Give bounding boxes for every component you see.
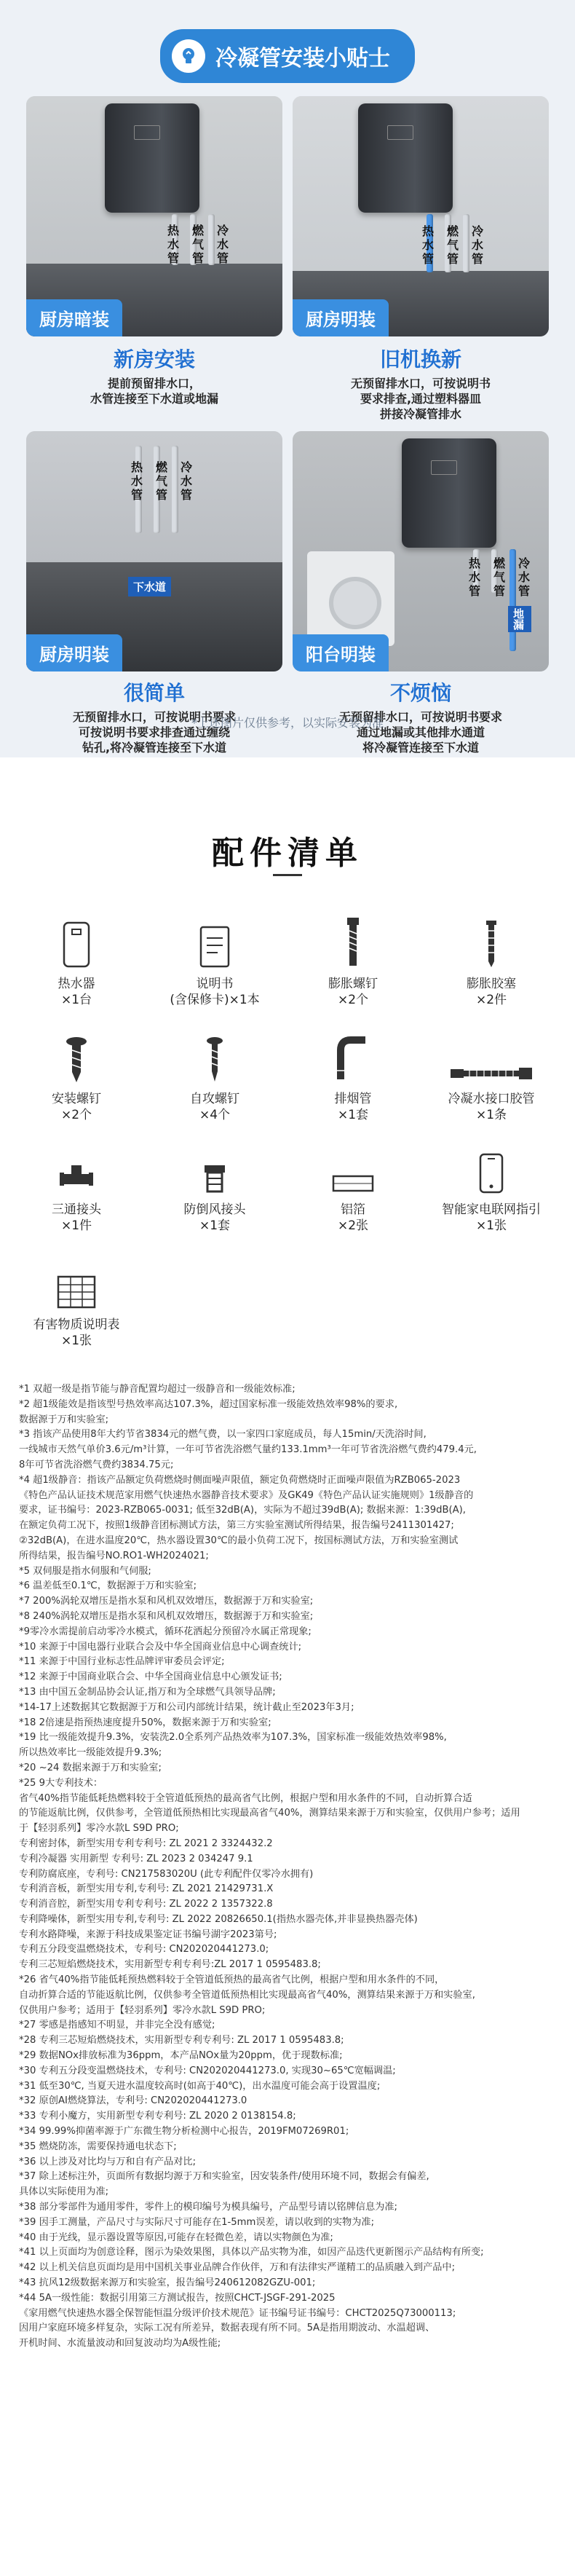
cold-water-pipe-label: 冷水管 [518,556,530,598]
tips-disclaimer: *上述图片仅供参考，以实际安装为准 [191,716,384,730]
accessory-qty: ×1张 [475,1218,507,1233]
footnote-line: *44 5A一级性能：数据引用第三方测试报告，按照CHCT-JSGF-291-2025 [19,2292,336,2304]
footnote-line: *35 燃烧防冻，需要保持通电状态下; [19,2140,177,2152]
footnote-line: *42 以上机关信息页面均是用中国机关事业品牌合作伙伴，万和有法律实严谨精工的品质融入到产品中; [19,2262,456,2274]
footnote-line: *3 指该产品使用8年大约节省3834元的燃气费，以一家四口家庭成员，每人15min/天洗浴时间, [19,1429,427,1441]
card-label: 阳台明装 [293,634,389,671]
tip-line: 无预留排水口，可按说明书要求 [338,710,502,724]
footnote-line: *14-17上述数据其它数据源于万和公司内部统计结果，统计截止至2023年3月; [19,1701,354,1713]
accessory-name: 冷凝水接口胶管 [448,1092,535,1106]
accessory-name: 安装螺钉 [52,1092,101,1106]
footnote-line: *8 240%涡轮双增压是指水泵和风机双效增压，数据源于万和实验室; [19,1610,314,1622]
tip-line: 要求排查,通过塑料器皿 [360,392,482,406]
accessory-exhaust-pipe [284,1025,422,1142]
tip-line: 无预留排水口，可按说明书 [350,377,491,390]
accessory-condensate-hose [422,1025,560,1142]
accessory-name: 自攻螺钉 [190,1092,239,1106]
footnote-line: 在额定负荷工况下，按照1级静音团标测试方法，第三方实验室测试所得结果，报告编号2411301427; [19,1520,454,1532]
tip-card-kitchen-exposed-drain [26,431,282,671]
manual-icon [199,925,231,969]
footnote-line: *29 数据NOx排放标准为36ppm，本产品NOx量为20ppm，优于现数标准; [19,2050,343,2062]
footnote-line: 《家用燃气快速热水器全保智能恒温分级评价技术规范》证书编号证书编号：CHCT2025Q73000113; [19,2307,456,2319]
card-label: 厨房明装 [26,634,122,671]
footnote-line: 8年可节省洗浴燃气费约3834.75元; [19,1459,174,1470]
drain-label: 下水道 [128,577,171,596]
footnote-line: *10 来源于中国电器行业联合会及中华全国商业信息中心调查统计; [19,1641,302,1653]
tips-title-badge [160,29,415,83]
footnote-line: 具体以实际使用为准; [19,2186,109,2198]
card-label: 厨房暗装 [26,299,122,336]
hot-water-pipe-label: 热水管 [167,224,179,265]
installation-tips-section [0,0,575,757]
accessory-name: 三通接头 [52,1202,101,1217]
document-icon [56,1275,97,1309]
footnote-line: *41 以上页面均为创意诠释，图示为染效果图，具体以产品实物为准，如因产品迭代更新图示产品结构有所变; [19,2247,484,2258]
tip-line: 无预留排水口，可按说明书要求 [72,710,236,724]
gas-pipe-label: 燃气管 [155,460,167,502]
accessory-name: 防倒风接头 [183,1202,246,1217]
footnote-line: *37 除上述标注外，页面所有数据均源于万和实验室，因安装条件/使用环境不同，数据会有偏差, [19,2171,429,2183]
water-heater-image [105,103,199,213]
footnote-line: 省气40%指节能低耗热燃料较于全管道低预热的最高省气比例，根据户型和用水条件的不同，自动折算合适 [19,1792,472,1804]
tip-heading: 很简单 [123,681,185,705]
lightbulb-icon [172,39,205,73]
footnote-line: 自动折算合适的节能返航比例，仅供参考全管道低预热相比实现最高省气40%，测算结果来源于万和实验室, [19,1989,475,2001]
footnote-line: *32 原创AI燃烧算法，专利号: CN202020441273.0 [19,2095,247,2107]
accessory-wall-plug [422,910,560,1027]
accessory-qty: ×2个 [60,1108,92,1122]
gas-pipe-label: 燃气管 [191,224,204,265]
cold-water-pipe-label: 冷水管 [471,224,483,266]
cold-water-pipe-label: 冷水管 [216,224,229,265]
wall-plug-icon [480,918,502,969]
water-heater-image [402,438,496,548]
footnote-line: *9零冷水需提前启动零冷水模式，循环花洒起分预留冷水属正常现象; [19,1626,312,1637]
foil-icon [331,1173,375,1194]
gas-pipe-label: 燃气管 [493,556,505,598]
footnote-line: *5 双伺服是指水伺服和气伺服; [19,1565,151,1577]
accessory-name: 膨胀螺钉 [328,977,378,991]
footnote-line: 专利消音腔，新型实用专利专利号: ZL 2022 2 1357322.8 [19,1899,273,1910]
footnote-line: 专利降噪体，新型实用专利,专利号: ZL 2022 20826650.1(指热水器壳体,并非显换热器壳体) [19,1913,418,1925]
footnote-line: 所得结果，报告编号NO.RO1-WH2024021; [19,1550,209,1561]
footnote-line: 一线城市天然气单价3.6元/m³计算，一年可节省洗浴燃气量约133.1mm³一年可节省洗浴燃气费约479.4元, [19,1444,477,1456]
tip-line: 通过地漏或其他排水通道 [356,725,485,739]
footnote-line: 专利水路降噪，来源于科技成果鉴定证书编号湖字2023第号; [19,1929,277,1940]
self-tapping-screw-icon [204,1036,226,1084]
accessory-install-screw [7,1025,146,1142]
exhaust-pipe-icon [336,1036,370,1084]
accessory-smart-guide [422,1136,560,1253]
footnote-line: *26 省气40%指节能低耗预热燃料较于全管道低预热的最高省气比例，根据户型和用水条件的不同， [19,1974,445,1986]
footnote-line: *7 200%涡轮双增压是指水泵和风机双效增压，数据源于万和实验室; [19,1596,314,1607]
accessory-self-tapping-screw [146,1025,284,1142]
accessory-name: 膨胀胶塞 [467,977,516,991]
accessory-qty: (含保修卡)×1本 [170,993,260,1007]
accessory-name: 排烟管 [334,1092,372,1106]
accessory-anti-backdraft [146,1136,284,1253]
water-heater-icon [62,921,91,969]
accessory-expansion-bolt [284,910,422,1027]
footnote-line: 所以热效率比一级能效提升9.3%; [19,1747,162,1759]
accessory-qty: ×2张 [337,1218,369,1233]
tip-card-kitchen-concealed [26,96,282,336]
footnote-line: 专利密封体，新型实用专利专利号: ZL 2021 2 3324432.2 [19,1838,273,1849]
tip-line: 水管连接至下水道或地漏 [90,392,218,406]
footnote-line: *18 2倍速是指预热速度提升50%，数据来源于万和实验室; [19,1717,271,1728]
footnote-line: *20 ~24 数据来源于万和实验室; [19,1762,162,1773]
footnote-line: 的节能返航比例，仅供参考，全管道低预热相比实现最高省气40%，测算结果来源于万和实验室，仅供用户参考；适用 [19,1808,520,1819]
card-label: 厨房明装 [293,299,389,336]
accessories-title: 配件清单 [212,835,363,872]
footnote-line: 专利三芯短焰燃烧技术，实用新型专利专利号:ZL 2017 1 0595483.8; [19,1959,321,1971]
smartphone-icon [478,1152,504,1194]
footnote-line: 仅供用户参考；适用于【轻羽系列】零冷水款L S9D PRO; [19,2004,266,2016]
tee-connector-icon [58,1162,95,1194]
footnote-line: *30 专利五分段变温燃烧技术，专利号: CN202020441273.0, 实现30~65℃宽幅调温; [19,2065,396,2076]
footnote-line: ②32dB(A)，在进水温度20℃，热水器设置30℃的最小负荷工况下，按国标测试方法，万和实验室测试 [19,1535,459,1546]
footnote-line: *38 部分零部件为通用零件，零件上的模印编号为模具编号，产品型号请以铭牌信息为准; [19,2202,397,2213]
footnote-line: *2 超1级能效是指该型号热效率高达107.3%，超过国家标准一级能效热效率98%的要求, [19,1398,398,1410]
footnote-line: *36 以上涉及对比均与万和自有产品对比; [19,2156,197,2167]
floor-drain-label: 地漏 [508,606,531,632]
accessory-qty: ×1台 [60,993,92,1007]
accessory-name: 铝箔 [341,1202,365,1217]
accessory-name: 有害物质说明表 [33,1317,120,1332]
footnote-line: *19 比一级能效提升9.3%，安装洗2.0全系列产品热效率为107.3%，国家标准一级能效热效率98%, [19,1732,447,1744]
accessory-qty: ×1套 [199,1218,231,1233]
accessory-qty: ×1套 [337,1108,369,1122]
footnote-line: 《特色产品认证技术规范家用燃气快速热水器静音技术要求》及GK49《特色产品认证实施规则》1级静音的 [19,1489,474,1501]
tip-line: 提前预留排水口， [107,377,201,390]
footnote-line: *1 双超一级是指节能与静音配置均超过一级静音和一级能效标准; [19,1384,296,1395]
condensate-hose-icon [448,1062,535,1084]
footnote-line: *33 专利小魔方，实用新型专利专利号: ZL 2020 2 0138154.8; [19,2111,296,2122]
accessory-name: 说明书 [196,977,234,991]
gas-pipe-label: 燃气管 [446,224,459,266]
expansion-bolt-icon [342,916,364,969]
footnote-line: *39 因手工测量，产品尺寸与实际尺寸可能存在1-5mm误差，请以收到的实物为准; [19,2216,375,2228]
footnote-line: *25 9大专利技术： [19,1777,103,1789]
tip-heading: 旧机换新 [379,347,461,371]
tip-line: 拼接冷凝管排水 [379,407,461,421]
screw-icon [62,1036,91,1084]
accessory-manual [146,910,284,1027]
tips-title: 冷凝管安装小贴士 [215,46,390,71]
footnote-line: 数据源于万和实验室; [19,1414,109,1425]
accessory-name: 热水器 [58,977,95,991]
footnote-line: *27 零感是指感知不明显，并非完全没有感觉; [19,2020,215,2031]
tip-line: 可按说明书要求排查通过缠绕 [78,725,230,739]
footnote-line: 要求，证书编号：2023-RZB065-0031; 低至32dB(A)，实际为不超过39dB(A); 数据来源：1:39dB(A), [19,1505,467,1516]
anti-backdraft-icon [200,1162,229,1194]
footnote-line: *43 抗风12级数据来源万和实验室，报告编号240612082GZU-001; [19,2277,316,2289]
footnote-line: *31 低至30℃, 当夏天进水温度较高时(如高于40℃)，出水温度可能会高于设置温度; [19,2080,381,2092]
accessory-qty: ×4个 [199,1108,231,1122]
tip-desc-old-replacement [293,344,549,422]
footnote-line: *13 由中国五金制品协会认证,指万和为全球燃气具领导品牌; [19,1686,276,1698]
accessory-qty: ×1条 [475,1108,507,1122]
accessory-name: 智能家电联网指引 [442,1202,541,1217]
tip-heading: 新房安装 [113,347,195,371]
footnote-line: *6 温差低至0.1℃，数据源于万和实验室; [19,1580,197,1592]
accessory-qty: ×2个 [337,993,369,1007]
tip-card-balcony-exposed [293,431,549,671]
footnote-line: 于【轻羽系列】零冷水款L S9D PRO; [19,1823,179,1835]
tip-card-kitchen-exposed [293,96,549,336]
footnote-line: 专利冷凝器 实用新型 专利号: ZL 2023 2 034247 9.1 [19,1853,253,1864]
tip-line: 钻孔,将冷凝管连接至下水道 [82,741,227,755]
accessory-tee-connector [7,1136,146,1253]
footnote-line: *34 99.99%抑菌率源于广东微生物分析检测中心报告，2019FM07269R01; [19,2126,349,2138]
accessory-qty: ×2件 [475,993,507,1007]
tip-line: 将冷凝管连接至下水道 [362,741,479,755]
title-underline [273,874,302,876]
footnote-line: *28 专利三芯短焰燃烧技术，实用新型专利专利号: ZL 2017 1 0595483.8; [19,2035,344,2047]
accessory-hazardous-substance-table [7,1251,146,1368]
accessory-foil [284,1136,422,1253]
accessory-qty: ×1张 [60,1334,92,1348]
footnote-line: 专利消音板，新型实用专利,专利号: ZL 2021 21429731.X [19,1883,274,1895]
footnote-line: *4 超1级静音：指该产品额定负荷燃烧时侧面噪声限值，额定负荷燃烧时正面噪声限值为RZB065-2023 [19,1474,461,1486]
footnote-line: 专利防腐底座，专利号: CN217583020U (此专利配件仅零冷水拥有) [19,1868,314,1880]
washing-machine-image [307,551,394,646]
footnote-line: 开机时间、水流量波动和回复波动均为A级性能; [19,2338,221,2349]
accessory-qty: ×1件 [60,1218,92,1233]
footnote-line: 专利五分段变温燃烧技术，专利号: CN202020441273.0; [19,1944,269,1955]
footnote-line: *12 来源于中国商业联合会、中华全国商业信息中心颁发证书; [19,1671,282,1683]
hot-water-pipe-label: 热水管 [130,460,143,502]
footnote-line: 因用户家庭环境多样复杂，实际工况有所差异，数据表现有所不同。5A是指用期波动、水温超调、 [19,2323,435,2334]
footnote-line: *11 来源于中国行业标志性品牌评审委员会评定; [19,1656,225,1668]
accessory-water-heater [7,910,146,1027]
tip-heading: 不烦恼 [389,681,451,705]
footnote-line: *40 由于光线，显示器设置等原因,可能存在轻微色差，请以实物颜色为准; [19,2232,333,2243]
cold-water-pipe-label: 冷水管 [180,460,192,502]
water-heater-image [358,103,453,213]
tip-desc-new-house [26,344,282,406]
hot-water-pipe-label: 热水管 [421,224,434,266]
footnotes [19,1382,558,2352]
hot-water-pipe-label: 热水管 [468,556,480,598]
